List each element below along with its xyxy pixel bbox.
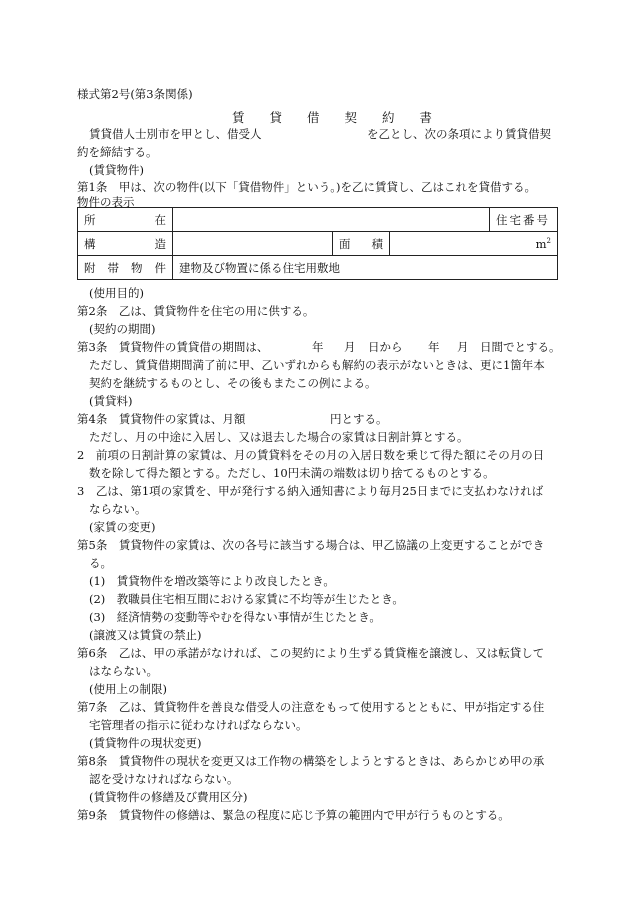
article-4-para2-line1: 2 前項の日割計算の家賃は、月の賃貸料をその月の入居日数を乗じて得た額にその月の日 — [77, 448, 545, 462]
article-3-year-1: 年 — [312, 340, 324, 354]
article-6-line2: はならない。 — [89, 664, 158, 678]
list-item: (1) 賃貸物件を増改築等により改良したとき。 — [89, 574, 335, 588]
area-unit: m — [535, 236, 547, 251]
section-heading: (賃貸物件の現状変更) — [89, 736, 202, 750]
location-value-cell — [173, 208, 490, 232]
area-label-cell: 面 積 — [333, 232, 390, 256]
article-3-month-1: 月 — [344, 340, 356, 354]
intro-text-a: 賃貸借人士別市を甲とし、借受人 — [89, 127, 262, 141]
title-char: 書 — [419, 110, 432, 125]
section-heading: (家賃の変更) — [89, 520, 156, 534]
document-title — [232, 108, 432, 126]
article-3-year-2: 年 — [428, 340, 440, 354]
article-6-line1: 第6条 乙は、甲の承諾がなければ、この契約により生ずる賃貸権を譲渡し、又は転貸して — [77, 646, 545, 660]
article-5-line2: る。 — [89, 556, 112, 570]
article-1-text: 第1条 甲は、次の物件(以下「貸借物件」という。)を乙に賃貸し、乙はこれを貸借する。 — [77, 180, 537, 194]
title-char: 借 — [306, 110, 320, 125]
area-value-cell — [390, 232, 558, 256]
intro-text-b: を乙とし、次の条項により賃貸借契 — [367, 127, 551, 141]
section-heading: (賃貸物件の修繕及び費用区分) — [89, 790, 248, 804]
article-7-line2: 宅管理者の指示に従わなければならない。 — [89, 718, 308, 732]
title-char: 約 — [381, 110, 395, 125]
list-item: (2) 教職員住宅相互間における家賃に不均等が生じたとき。 — [89, 592, 404, 606]
section-heading: (契約の期間) — [89, 322, 156, 336]
article-3-line1-end: 日間でとする。 — [480, 340, 561, 354]
table-row — [78, 256, 558, 280]
article-4-para2-line2: 数を除して得た額とする。ただし、10円未満の端数は切り捨てるものとする。 — [89, 466, 495, 480]
section-heading: (使用目的) — [89, 286, 144, 300]
title-char: 契 — [344, 110, 357, 125]
article-4-line1-b: 円とする。 — [330, 412, 388, 426]
attached-value-cell: 建物及び物置に係る住宅用敷地 — [173, 256, 558, 280]
section-heading: (譲渡又は賃貸の禁止) — [89, 628, 202, 642]
article-8-line2: 認を受けなければならない。 — [89, 772, 239, 786]
list-item: (3) 経済情勢の変動等やむを得ない事情が生じたとき。 — [89, 610, 381, 624]
table-row — [78, 232, 558, 256]
article-3-line1-a: 第3条 賃貸物件の賃貸借の期間は、 — [77, 340, 269, 354]
table-row — [78, 208, 558, 232]
article-4-line1-a: 第4条 賃貸物件の家賃は、月額 — [77, 412, 246, 426]
section-heading: (賃貸物件) — [89, 163, 144, 177]
article-7-line1: 第7条 乙は、賃貸物件を善良な借受人の注意をもって使用するとともに、甲が指定する住 — [77, 700, 545, 714]
article-3-line2: ただし、賃貸借期間満了前に甲、乙いずれからも解約の表示がないときは、更に1箇年本 — [89, 358, 545, 372]
title-char: 賃 — [232, 110, 245, 125]
house-number-label-cell: 住宅番号 — [490, 208, 558, 232]
article-4-line2: ただし、月の中途に入居し、又は退去した場合の家賃は日割計算とする。 — [89, 430, 469, 444]
structure-label-cell: 構 造 — [78, 232, 173, 256]
article-9-line1: 第9条 賃貸物件の修繕は、緊急の程度に応じ予算の範囲内で甲が行うものとする。 — [77, 808, 510, 822]
article-2-text: 第2条 乙は、賃貸物件を住宅の用に供する。 — [77, 304, 315, 318]
structure-value-cell — [173, 232, 333, 256]
title-char: 貸 — [269, 110, 282, 125]
property-table — [77, 207, 558, 280]
article-3-month-2: 月 — [457, 340, 469, 354]
article-4-para3-line1: 3 乙は、第1項の家賃を、甲が発行する納入通知書により毎月25日までに支払わなければ — [77, 484, 544, 498]
article-4-para3-line2: ならない。 — [89, 502, 147, 516]
article-3-from: 日から — [368, 340, 403, 354]
section-heading: (使用上の制限) — [89, 682, 167, 696]
form-label: 様式第2号(第3条関係) — [77, 87, 193, 101]
section-heading: (賃貸料) — [89, 394, 133, 408]
article-3-line3: 契約を継続するものとし、その後もまたこの例による。 — [89, 376, 377, 390]
area-unit-superscript: 2 — [546, 236, 552, 245]
property-heading: 物件の表示 — [77, 195, 135, 209]
article-8-line1: 第8条 賃貸物件の現状を変更又は工作物の構築をしようとするときは、あらかじめ甲の承 — [77, 754, 545, 768]
intro-text-line2: 約を締結する。 — [77, 145, 158, 159]
location-label-cell: 所 在 — [78, 208, 173, 232]
article-5-line1: 第5条 賃貸物件の家賃は、次の各号に該当する場合は、甲乙協議の上変更することができ — [77, 538, 545, 552]
attached-label-cell: 附 帯 物 件 — [78, 256, 173, 280]
